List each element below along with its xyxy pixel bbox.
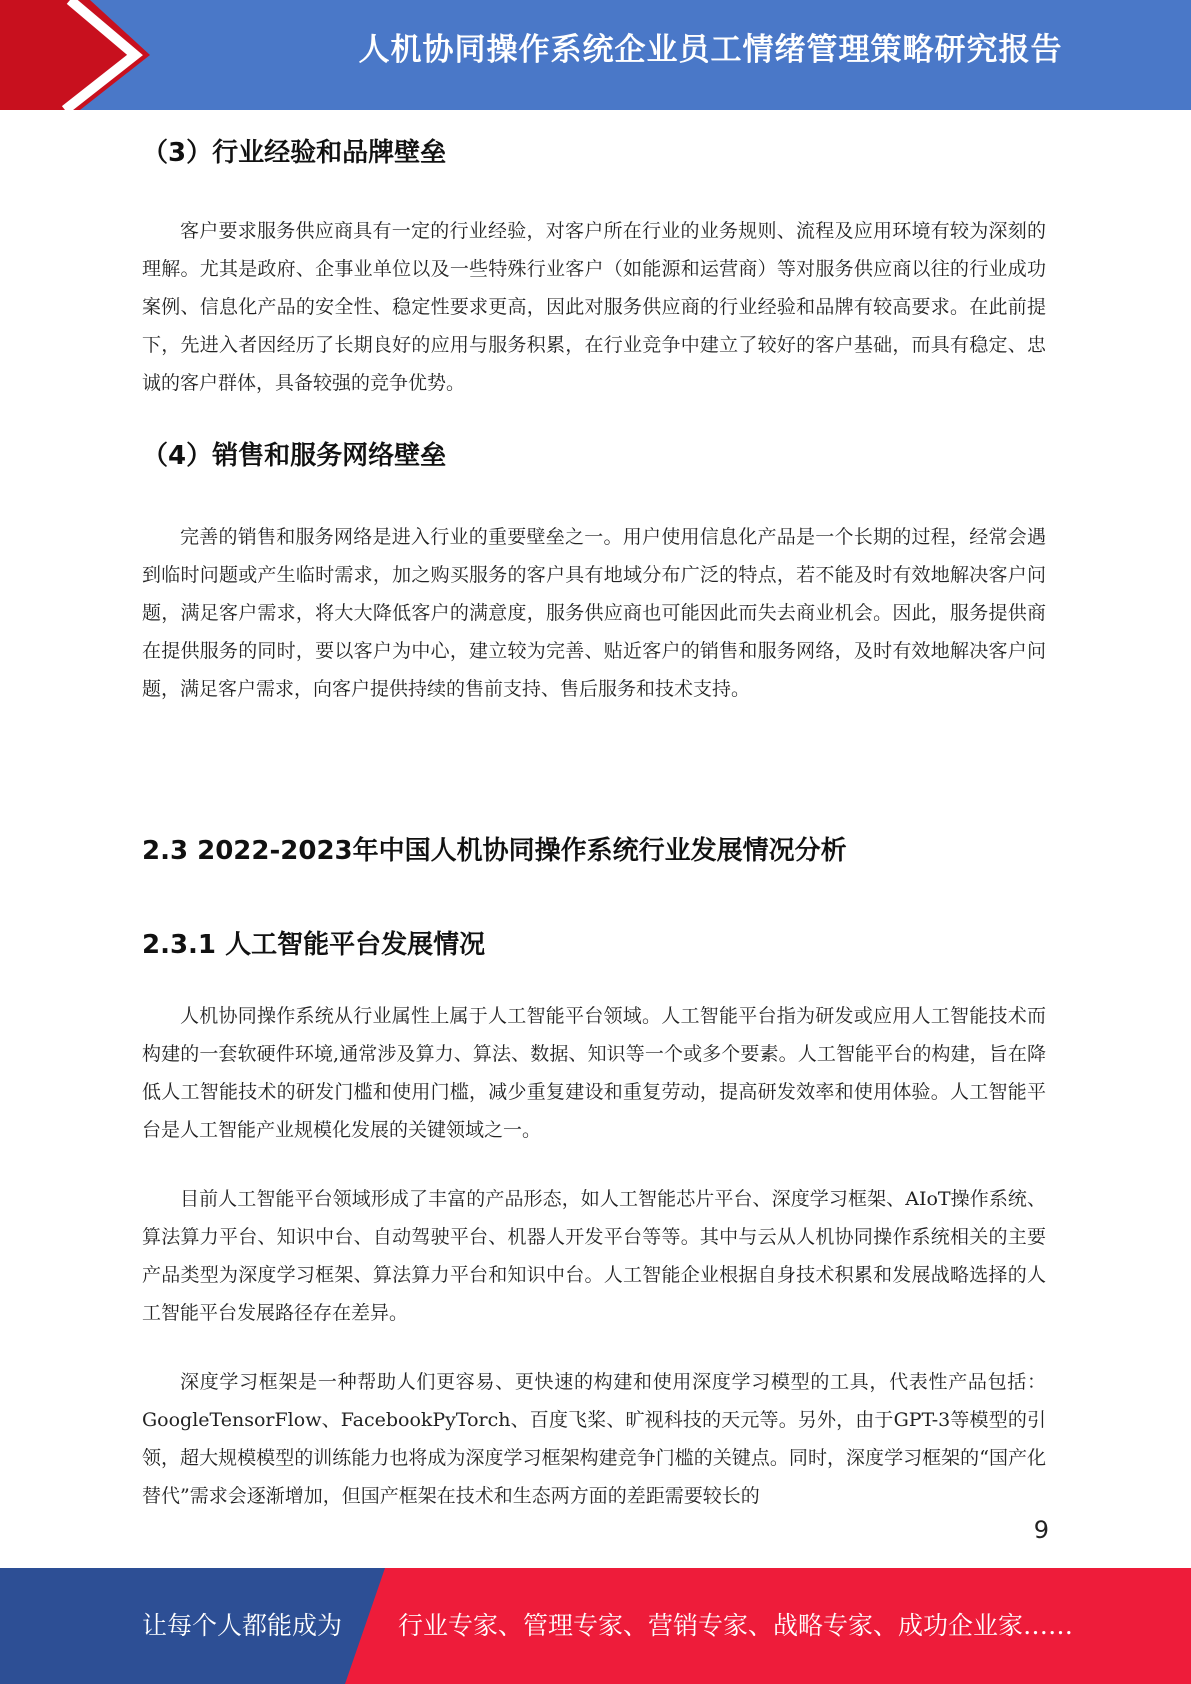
- section-heading-industry-analysis: 2.3 2022-2023年中国人机协同操作系统行业发展情况分析: [142, 836, 847, 866]
- paragraph: 深度学习框架是一种帮助人们更容易、更快速的构建和使用深度学习模型的工具，代表性产品包括：GoogleTensorFlow、FacebookPyTorch、百度飞桨、旷视科技的天元等。另外，由于GPT-3等模型的引领，超大规模模型的训练能力也将成为深度学习框架构建竞争门槛的关键点。同时，深度学习框架的“国产化替代”需求会逐渐增加，但国产框架在技术和生态两方面的差距需要较长的: [142, 1371, 1046, 1507]
- section-heading-sales-network: （4）销售和服务网络壁垒: [142, 441, 447, 471]
- header-red-chevron: [0, 0, 150, 110]
- page-header: [0, 0, 1191, 110]
- section-heading-ai-platform: 2.3.1 人工智能平台发展情况: [142, 930, 486, 960]
- paragraph: 完善的销售和服务网络是进入行业的重要壁垒之一。用户使用信息化产品是一个长期的过程，经常会遇到临时问题或产生临时需求，加之购买服务的客户具有地域分布广泛的特点，若不能及时有效地解决客户问题，满足客户需求，将大大降低客户的满意度，服务供应商也可能因此而失去商业机会。因此，服务提供商在提供服务的同时，要以客户为中心，建立较为完善、贴近客户的销售和服务网络，及时有效地解决客户问题，满足客户需求，向客户提供持续的售前支持、售后服务和技术支持。: [142, 526, 1046, 700]
- paragraph: 人机协同操作系统从行业属性上属于人工智能平台领域。人工智能平台指为研发或应用人工智能技术而构建的一套软硬件环境,通常涉及算力、算法、数据、知识等一个或多个要素。人工智能平台的构建，旨在降低人工智能技术的研发门槛和使用门槛，减少重复建设和重复劳动，提高研发效率和使用体验。人工智能平台是人工智能产业规模化发展的关键领域之一。: [142, 1005, 1046, 1141]
- page-number: 9: [1033, 1516, 1049, 1544]
- report-title: 人机协同操作系统企业员工情绪管理策略研究报告: [358, 32, 1063, 68]
- paragraph: 目前人工智能平台领域形成了丰富的产品形态，如人工智能芯片平台、深度学习框架、AIoT操作系统、算法算力平台、知识中台、自动驾驶平台、机器人开发平台等等。其中与云从人机协同操作系统相关的主要产品类型为深度学习框架、算法算力平台和知识中台。人工智能企业根据自身技术积累和发展战略选择的人工智能平台发展路径存在差异。: [142, 1188, 1046, 1324]
- page-footer: [0, 1568, 1191, 1684]
- section-heading-industry-experience: （3）行业经验和品牌壁垒: [142, 138, 447, 168]
- footer-slogan-left: 让每个人都能成为: [142, 1611, 343, 1640]
- paragraph: 客户要求服务供应商具有一定的行业经验，对客户所在行业的业务规则、流程及应用环境有较为深刻的理解。尤其是政府、企事业单位以及一些特殊行业客户（如能源和运营商）等对服务供应商以往的行业成功案例、信息化产品的安全性、稳定性要求更高，因此对服务供应商的行业经验和品牌有较高要求。在此前提下，先进入者因经历了长期良好的应用与服务积累，在行业竞争中建立了较好的客户基础，而具有稳定、忠诚的客户群体，具备较强的竞争优势。: [142, 220, 1046, 394]
- footer-slogan-right: 行业专家、管理专家、营销专家、战略专家、成功企业家……: [398, 1611, 1074, 1640]
